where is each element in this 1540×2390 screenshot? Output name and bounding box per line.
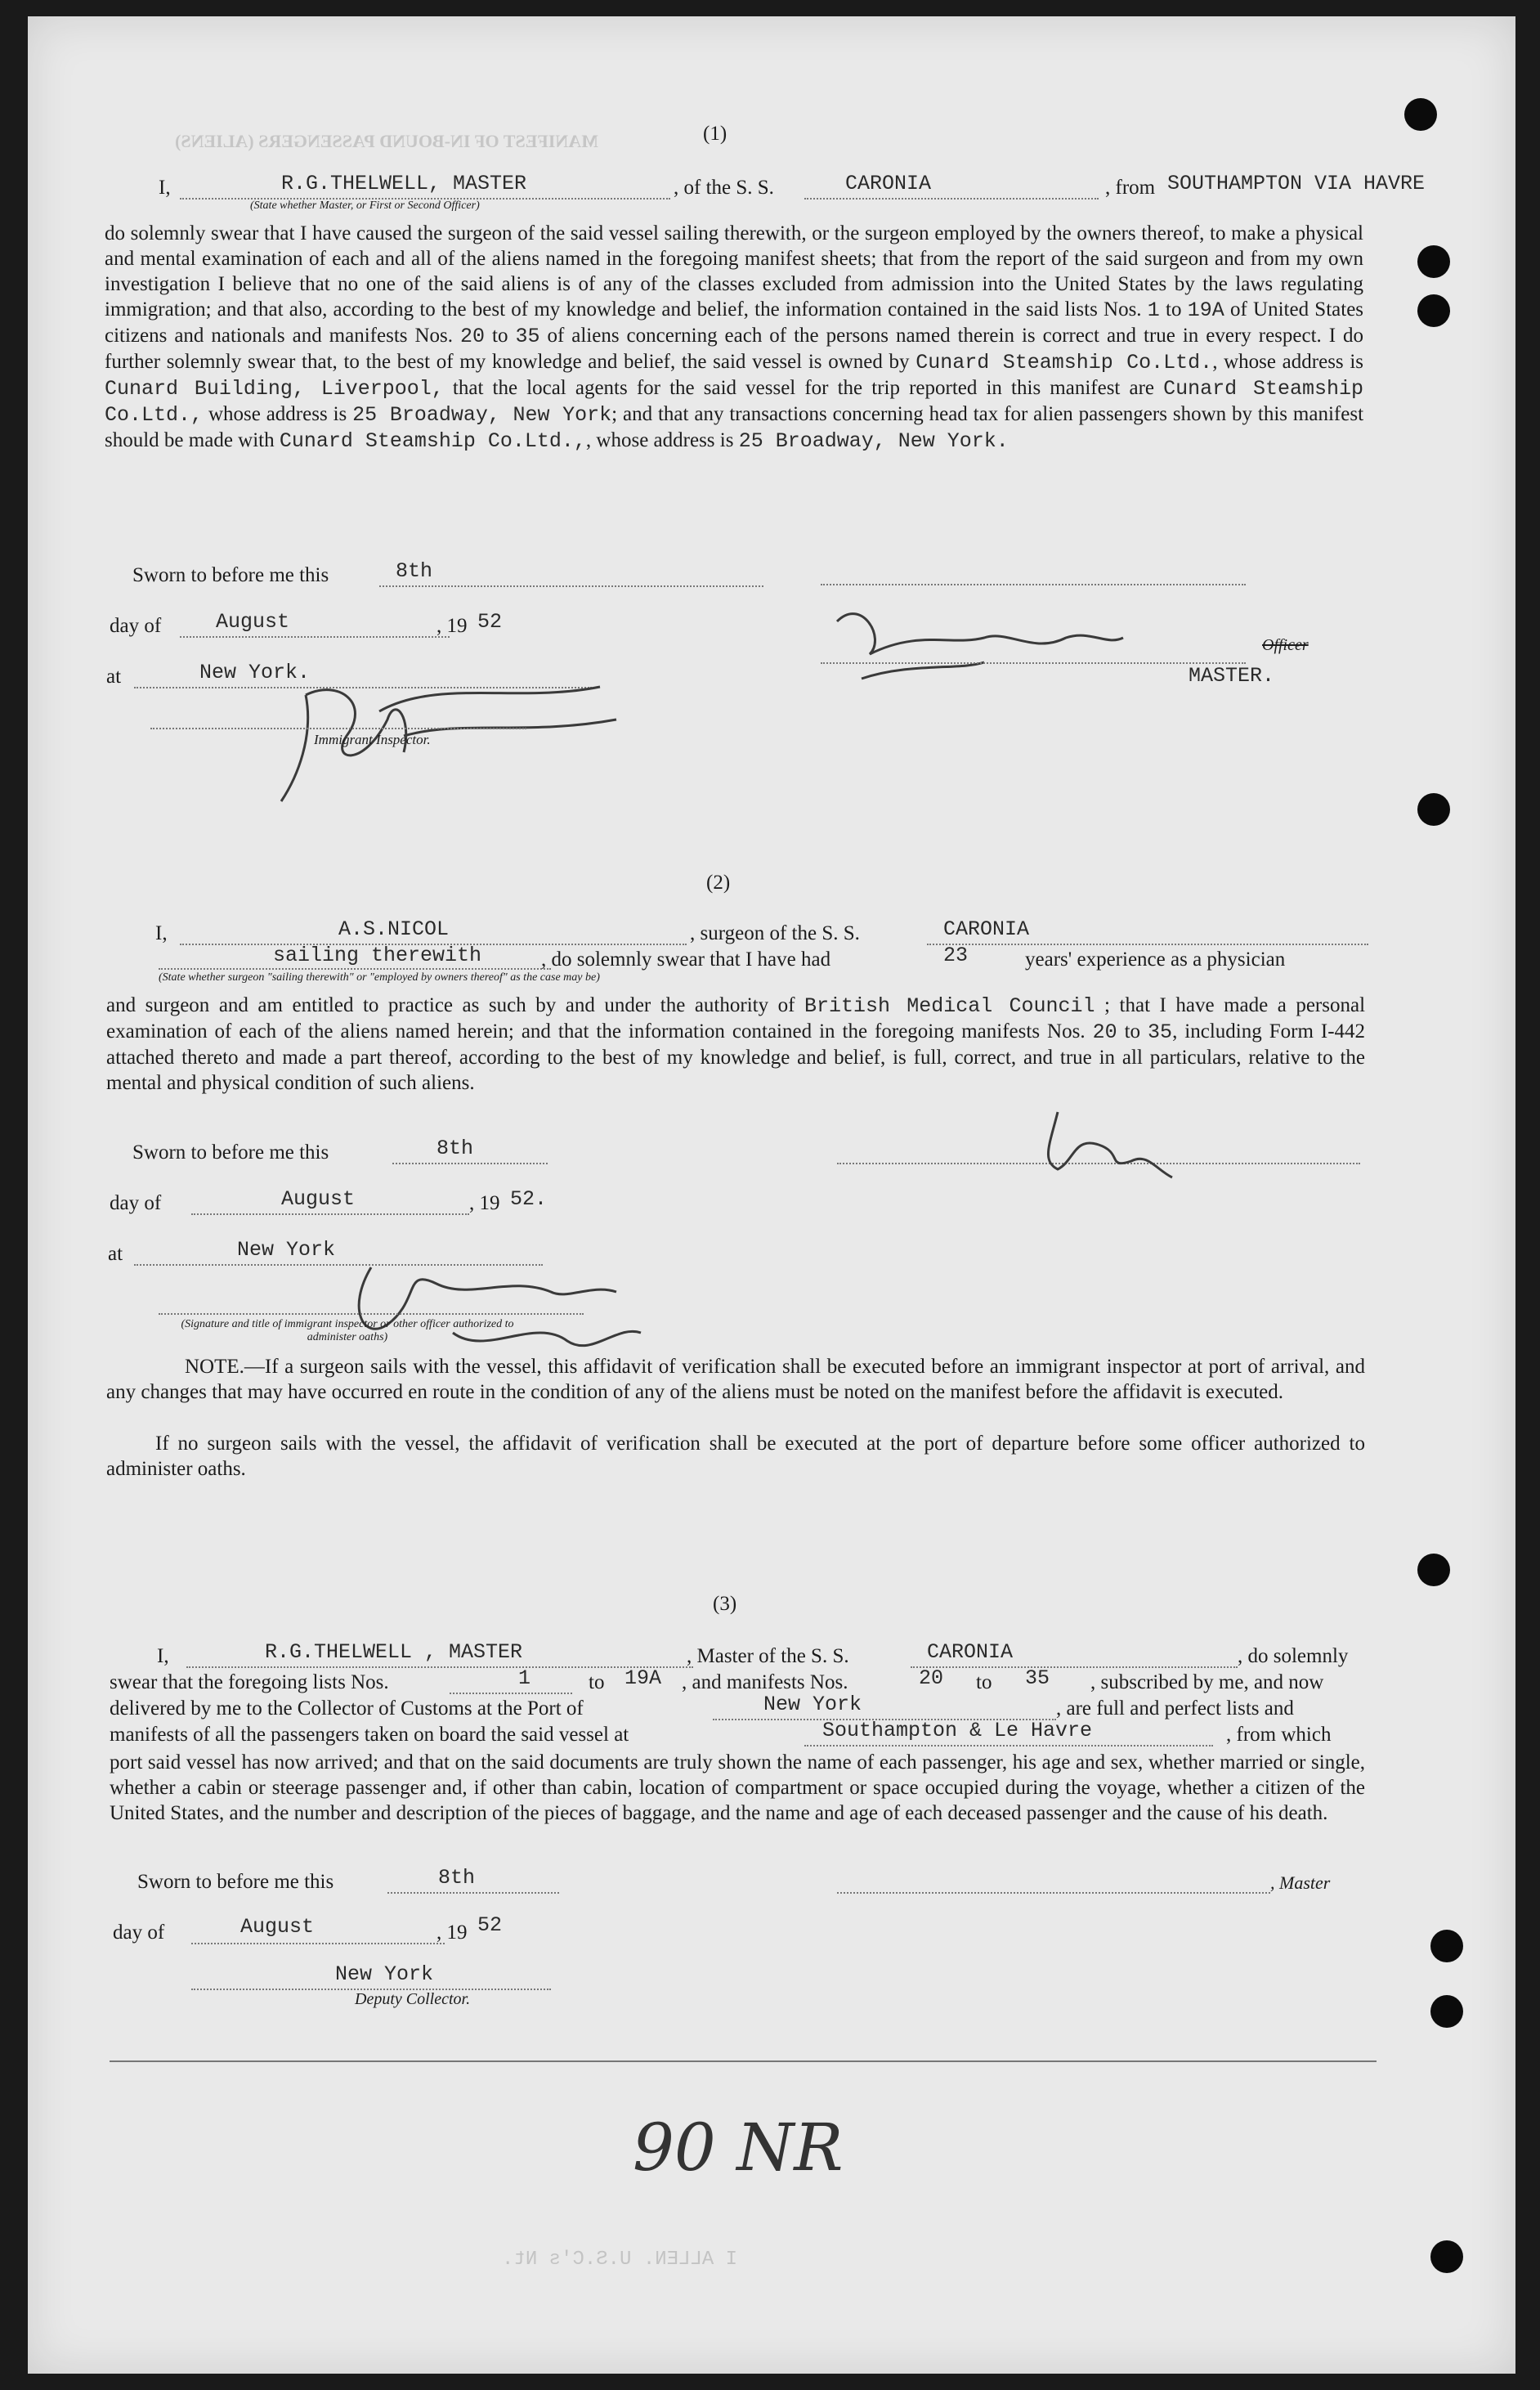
sec2-note-label: NOTE. — [185, 1356, 244, 1378]
sec2-ship-line — [927, 944, 1368, 945]
sec1-text6: whose address is — [208, 403, 347, 425]
sec3-name-line — [186, 1666, 693, 1668]
binder-hole — [1417, 245, 1450, 278]
sec2-text2: that I have made a personal examination of each of the aliens named herein; and that the information contained in the foregoing manifests Nos. — [106, 994, 1366, 1043]
sec2-year-prefix: , 19 — [469, 1192, 500, 1214]
sec2-note-text2: If no surgeon sails with the vessel, the affidavit of verification shall be executed at the port of departure before some officer authorized to administer oaths. — [106, 1433, 1365, 1480]
sec1-to2: to — [492, 325, 508, 347]
sec3-place: New York — [335, 1962, 434, 1986]
sec1-text3: of aliens concerning each of the persons named therein is correct and true in every respect. I do further solemnly swear that, to the best of my knowledge and belief, the said vessel is owned by — [105, 325, 1364, 373]
sec3-sworn-line — [387, 1892, 559, 1894]
binder-hole — [1417, 1554, 1450, 1586]
document-page — [28, 16, 1515, 2374]
sec1-master-sig-line — [821, 584, 1246, 585]
sec2-i-label: I, — [155, 922, 168, 944]
sec3-month: August — [240, 1915, 315, 1939]
sec2-note-paragraph — [106, 1354, 1365, 1405]
sec1-owner-address: Cunard Building, Liverpool, — [105, 377, 444, 401]
surgeon-signature — [1033, 1096, 1180, 1194]
binder-hole — [1430, 1930, 1463, 1962]
sec2-day-of: day of — [110, 1192, 162, 1214]
sec3-text8: port said vessel has now arrived; and that on the said documents are truly shown the name of each passenger, his age and sex, whether married or single, whether a cabin or steerage passenger and, if other than cabin, location of compartment or space occupied during the voyage, whether a citizen of the United States, and the number and description of the pieces of baggage, and the name and age of each deceased passenger and the cause of his death. — [110, 1751, 1365, 1824]
sec3-boarded-line — [804, 1745, 1213, 1747]
sec3-month-line — [191, 1943, 445, 1944]
sec2-to: to — [1124, 1020, 1141, 1043]
sec1-text7: ; and that any transactions concerning head tax for alien passengers shown by this manifest should be made with — [105, 403, 1364, 451]
sec3-day-of: day of — [113, 1921, 165, 1944]
sec3-ship-line — [911, 1666, 1238, 1668]
sec2-at: at — [108, 1243, 123, 1265]
sec2-man-to: 35 — [1148, 1020, 1173, 1044]
sec3-text3: , subscribed by me, and now — [1090, 1671, 1324, 1693]
sec1-officer-label: Officer — [1262, 636, 1309, 654]
sec3-man-from: 20 — [919, 1666, 944, 1690]
binder-hole — [1430, 1995, 1463, 2028]
sec1-inspector-line — [150, 728, 526, 729]
sec2-place: New York — [237, 1238, 336, 1262]
sec3-to2: to — [976, 1671, 992, 1693]
bottom-rule — [110, 2060, 1377, 2062]
sec3-master-label: , Master — [1270, 1872, 1331, 1893]
sec2-note-text: —If a surgeon sails with the vessel, this affidavit of verification shall be executed before an immigrant inspector at port of arrival, and any changes that may have occurred en route in the condition of any of the aliens must be noted on the manifest before the affidavit is executed. — [106, 1356, 1365, 1403]
sec1-agents: Cunard Steamship Co.Ltd., — [105, 377, 1364, 427]
sec1-ship-line — [804, 198, 1099, 200]
sec3-collector-label: Deputy Collector. — [355, 1990, 471, 2008]
sec3-text2: , and manifests Nos. — [682, 1671, 848, 1693]
sec1-agents-address: 25 Broadway, New York — [352, 403, 612, 427]
sec1-from-label: , from — [1105, 177, 1156, 199]
sec3-text1: swear that the foregoing lists Nos. — [110, 1671, 389, 1693]
sec1-sworn-line — [379, 585, 763, 587]
sec1-lists-to: 19A — [1187, 298, 1224, 322]
sec1-at: at — [106, 666, 122, 688]
sec3-lists-from: 1 — [518, 1666, 531, 1690]
sec1-owner: Cunard Steamship Co.Ltd. — [915, 351, 1213, 374]
sec1-text4: , whose address is — [1212, 351, 1364, 373]
sec3-text5: , are full and perfect lists and — [1056, 1697, 1294, 1720]
sec3-lists-to: 19A — [625, 1666, 662, 1690]
sec1-headtax-address: 25 Broadway, New York. — [738, 429, 1009, 453]
sec2-sworn: Sworn to before me this — [132, 1141, 329, 1164]
sec1-day-of: day of — [110, 615, 162, 637]
sec2-note-paragraph-2 — [106, 1431, 1365, 1482]
sec1-headtax-party: Cunard Steamship Co.Ltd., — [279, 429, 586, 453]
sec3-text4: delivered by me to the Collector of Customs at the Port of — [110, 1697, 584, 1720]
sec3-master-name: R.G.THELWELL , MASTER — [265, 1640, 523, 1664]
sec1-man-from: 20 — [460, 325, 486, 348]
sec2-inspector-line — [159, 1313, 584, 1315]
sec1-i-label: I, — [159, 177, 171, 199]
sec3-swear: , do solemnly — [1238, 1645, 1349, 1667]
sec3-i-label: I, — [157, 1645, 169, 1667]
sec3-boarded: Southampton & Le Havre — [822, 1719, 1093, 1742]
binder-hole — [1417, 793, 1450, 826]
sec3-sworn: Sworn to before me this — [137, 1871, 334, 1893]
faint-header-text: MANIFEST OF IN-BOUND PASSENGERS (ALIENS) — [175, 131, 598, 151]
sec2-years: 23 — [943, 944, 969, 967]
sec3-man-to: 35 — [1025, 1666, 1050, 1690]
sec3-text6: manifests of all the passengers taken on board the said vessel at — [110, 1724, 629, 1746]
sec3-master-line — [837, 1892, 1270, 1894]
sec3-paragraph — [110, 1750, 1365, 1826]
sec1-year: 52 — [477, 610, 503, 634]
sec2-sworn-day: 8th — [436, 1137, 474, 1160]
sec1-ship: CARONIA — [845, 172, 932, 195]
sec2-text3: , including Form I-442 attached thereto and made a part thereof, according to the best of my knowledge and belief, is full, correct, and true in all particulars, relative to the mental and physical condition of such aliens. — [106, 1020, 1366, 1094]
sec1-role-note: (State whether Master, or First or Second Officer) — [250, 200, 480, 212]
binder-hole — [1417, 294, 1450, 327]
handwritten-note: 90 NR — [633, 2110, 844, 2186]
master-signature-1 — [821, 589, 1172, 695]
sec1-text5: that the local agents for the said vessel for the trip reported in this manifest are — [452, 377, 1154, 399]
sec1-master-name: R.G.THELWELL, MASTER — [281, 172, 527, 195]
sec2-swear: , do solemnly swear that I have had — [541, 948, 831, 971]
sec1-place: New York. — [199, 661, 311, 684]
sec3-ship: CARONIA — [927, 1640, 1014, 1664]
sec1-month: August — [216, 610, 290, 634]
sec2-text1: and surgeon and am entitled to practice as such by and under the authority of — [106, 994, 795, 1016]
sec3-port: New York — [763, 1693, 862, 1716]
sec3-master-of: , Master of the S. S. — [687, 1645, 849, 1667]
faint-bottom-text: I ALLEN. U.S.C's Nt. — [502, 2249, 738, 2271]
binder-hole — [1430, 2240, 1463, 2273]
sec1-text1: do solemnly swear that I have caused the surgeon of the said vessel sailing therewith, or the surgeon employed by the owners thereof, to make a physical and mental examination of each and all of the aliens named in the foregoing manifest sheets; that from the report of the said surgeon and from my own investigation I believe that no one of the said aliens is of any of the classes excluded from admission into the United States by the laws regulating immigration; and that also, according to the best of my knowledge and belief, the information contained in the said lists Nos. — [105, 222, 1363, 321]
sec1-inspector-label: Immigrant Inspector. — [314, 732, 431, 747]
sec1-sworn-day: 8th — [396, 559, 433, 583]
sec1-man-to: 35 — [515, 325, 540, 348]
sec1-from-port: SOUTHAMPTON VIA HAVRE — [1167, 172, 1426, 195]
sec3-to1: to — [589, 1671, 605, 1693]
sec2-ship: CARONIA — [943, 917, 1030, 941]
sec1-paragraph — [105, 221, 1363, 454]
sec1-master-line — [821, 662, 1246, 664]
section-3-number: (3) — [713, 1593, 737, 1615]
sec2-man-from: 20 — [1092, 1020, 1117, 1044]
sec2-surgeon-of: , surgeon of the S. S. — [690, 922, 860, 944]
sec3-year: 52 — [477, 1913, 503, 1937]
sec2-years-text: years' experience as a physician — [1025, 948, 1286, 971]
sec2-paragraph: and surgeon and am entitled to practice as such by and under the authority of British Medical Council ; that I have made a personal examination of each of the aliens named herein; and that the information contained in the foregoing manifests Nos. 20 to 35, including Form I-442 attached thereto and made a part thereof, according to the best of my knowledge and belief, is full, correct, and true in all particulars, relative to the mental and physical condition of such aliens. — [106, 994, 1366, 1094]
sec2-surgeon-name: A.S.NICOL — [338, 917, 450, 941]
binder-hole — [1404, 98, 1437, 131]
section-2-number: (2) — [706, 872, 731, 894]
sec2-sailing: sailing therewith — [273, 944, 482, 967]
sec1-text8: , whose address is — [585, 429, 734, 451]
sec1-month-line — [180, 636, 450, 638]
inspector-signature-2 — [322, 1235, 665, 1374]
sec2-sig-note: (Signature and title of immigrant inspector or other officer authorized to administer oaths) — [181, 1318, 514, 1343]
sec1-lists-from: 1 — [1147, 298, 1160, 322]
sec2-authority: British Medical Council — [804, 994, 1095, 1018]
sec1-text2: of United States citizens and nationals and manifests Nos. — [105, 298, 1364, 347]
sec3-sworn-day: 8th — [438, 1866, 476, 1890]
sec1-master-label: MASTER. — [1189, 664, 1275, 688]
sec2-year: 52. — [510, 1187, 548, 1211]
sec1-of-ss: , of the S. S. — [674, 177, 774, 199]
sec3-text7: , from which — [1226, 1724, 1332, 1746]
sec2-sworn-line — [392, 1163, 548, 1164]
sec2-note: (State whether surgeon "sailing therewith" or "employed by owners thereof" as the case may be) — [159, 971, 600, 984]
sec1-year-prefix: , 19 — [436, 615, 468, 637]
sec2-month: August — [281, 1187, 356, 1211]
sec3-lists-from-line — [450, 1693, 572, 1694]
section-1-number: (1) — [703, 123, 727, 145]
sec2-sailing-line — [159, 968, 551, 970]
sec2-month-line — [191, 1213, 469, 1215]
sec3-year-prefix: , 19 — [436, 1921, 468, 1944]
sec1-to1: to — [1166, 298, 1182, 321]
sec1-sworn: Sworn to before me this — [132, 564, 329, 586]
